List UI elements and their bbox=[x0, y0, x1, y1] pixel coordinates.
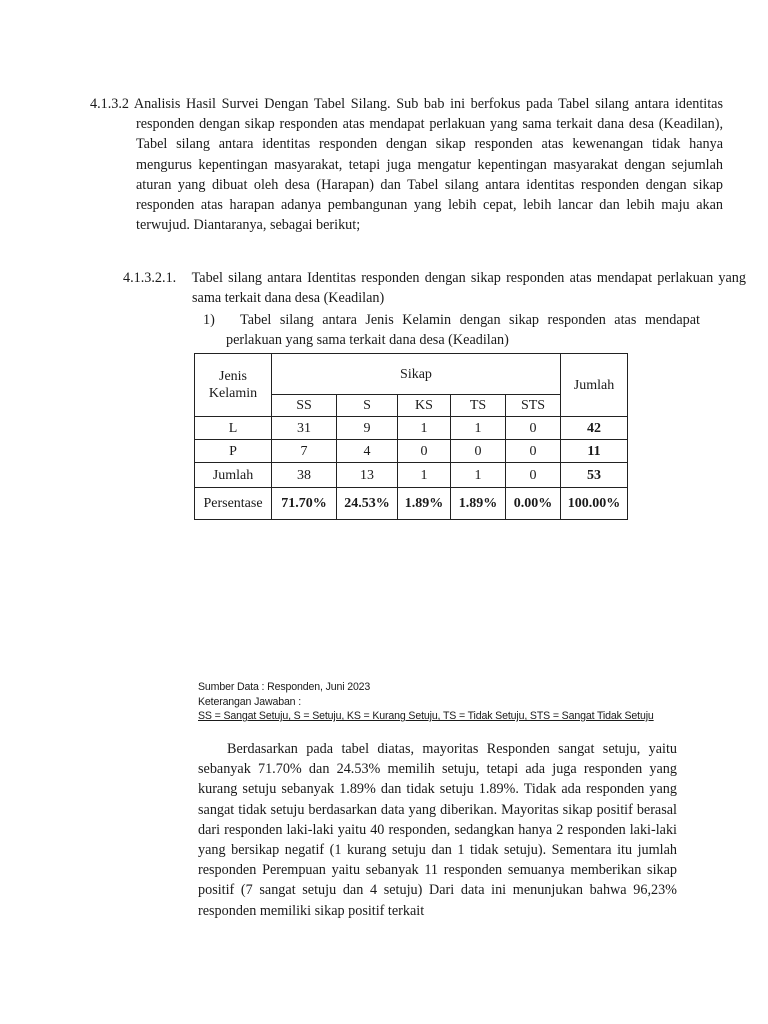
cell: 1 bbox=[451, 417, 506, 440]
cell: 0 bbox=[506, 463, 561, 488]
subheader-s: S bbox=[337, 395, 398, 417]
cell: 0.00% bbox=[506, 488, 561, 520]
row-label: P bbox=[195, 440, 272, 463]
cell: 1 bbox=[451, 463, 506, 488]
cell: 1.89% bbox=[451, 488, 506, 520]
cell: 13 bbox=[337, 463, 398, 488]
header-sikap: Sikap bbox=[272, 354, 561, 395]
cell: 71.70% bbox=[272, 488, 337, 520]
row-label: L bbox=[195, 417, 272, 440]
table-header-row bbox=[195, 354, 628, 395]
cell: 31 bbox=[272, 417, 337, 440]
legend-title: Keterangan Jawaban : bbox=[198, 695, 302, 708]
item-1-heading: 1) Tabel silang antara Jenis Kelamin dengan sikap responden atas mendapat perlakuan yang sama terkait dana desa (Keadilan) bbox=[203, 312, 700, 349]
cell: 1 bbox=[398, 463, 451, 488]
subheader-ts: TS bbox=[451, 395, 506, 417]
cell: 1.89% bbox=[398, 488, 451, 520]
subheader-ss: SS bbox=[272, 395, 337, 417]
table-source-note bbox=[198, 680, 654, 724]
cell: 4 bbox=[337, 440, 398, 463]
row-total: 100.00% bbox=[561, 488, 628, 520]
row-total: 53 bbox=[561, 463, 628, 488]
header-jk-line2: Kelamin bbox=[208, 386, 258, 401]
header-jumlah: Jumlah bbox=[561, 354, 628, 417]
table-row-persentase bbox=[195, 488, 628, 520]
cell: 24.53% bbox=[337, 488, 398, 520]
cell: 0 bbox=[398, 440, 451, 463]
subheader-sts: STS bbox=[506, 395, 561, 417]
cell: 9 bbox=[337, 417, 398, 440]
section-4132-paragraph: 4.1.3.2 Analisis Hasil Survei Dengan Tabel Silang. Sub bab ini berfokus pada Tabel silang antara identitas responden dengan sikap responden atas mendapat perlakuan yang sama terkait dana desa (Keadilan), Tabel silang antara identitas responden dengan sikap responden atas kewenangan tidak hanya mengurus kepentingan masyarakat, tetapi juga mengatur kepentingan masyarakat dengan sejumlah aturan yang dibuat oleh desa (Harapan) dan Tabel silang antara identitas responden dengan sikap responden atas harapan adanya pembangunan yang lebih cepat, lebih lancar dan lebih maju akan terwujud. Diantaranya, sebagai berikut; bbox=[90, 96, 723, 234]
row-total: 42 bbox=[561, 417, 628, 440]
section-41321-heading: 4.1.3.2.1. Tabel silang antara Identitas responden dengan sikap responden atas mendapat perlakuan yang sama terkait dana desa (Keadilan) bbox=[123, 270, 746, 307]
legend-abbreviations: SS = Sangat Setuju, S = Setuju, KS = Kurang Setuju, TS = Tidak Setuju, STS = Sangat Tidak Setuju bbox=[198, 710, 654, 722]
cell: 1 bbox=[398, 417, 451, 440]
table-row-jumlah bbox=[195, 463, 628, 488]
cell: 0 bbox=[506, 440, 561, 463]
analysis-paragraph: Berdasarkan pada tabel diatas, mayoritas Responden sangat setuju, yaitu sebanyak 71.70% dan 24.53% memilih setuju, tetapi ada juga responden yang kurang setuju sebanyak 1.89% dan tidak setuju 1.89%. Tidak ada responden yang sangat tidak setuju berdasarkan data yang diberikan. Mayoritas sikap positif berasal dari responden laki-laki yaitu 40 responden, sedangkan hanya 2 responden laki-laki yang bersikap negatif (1 kurang setuju dan 1 tidak setuju). Sementara itu jumlah responden Perempuan yaitu sebanyak 11 responden semuanya memberikan sikap positif (7 sangat setuju dan 4 setuju) Dari data ini menunjukan bahwa 96,23% responden memiliki sikap positif terkait bbox=[198, 741, 677, 919]
header-jk-line1: Jenis bbox=[219, 369, 247, 384]
header-jenis-kelamin bbox=[195, 354, 272, 417]
cell: 0 bbox=[506, 417, 561, 440]
table-row bbox=[195, 440, 628, 463]
cell: 7 bbox=[272, 440, 337, 463]
subheader-ks: KS bbox=[398, 395, 451, 417]
source-line: Sumber Data : Responden, Juni 2023 bbox=[198, 681, 371, 693]
row-total: 11 bbox=[561, 440, 628, 463]
row-label: Jumlah bbox=[195, 463, 272, 488]
cross-table bbox=[194, 353, 628, 520]
table-row bbox=[195, 417, 628, 440]
cell: 38 bbox=[272, 463, 337, 488]
cell: 0 bbox=[451, 440, 506, 463]
row-label: Persentase bbox=[195, 488, 272, 520]
